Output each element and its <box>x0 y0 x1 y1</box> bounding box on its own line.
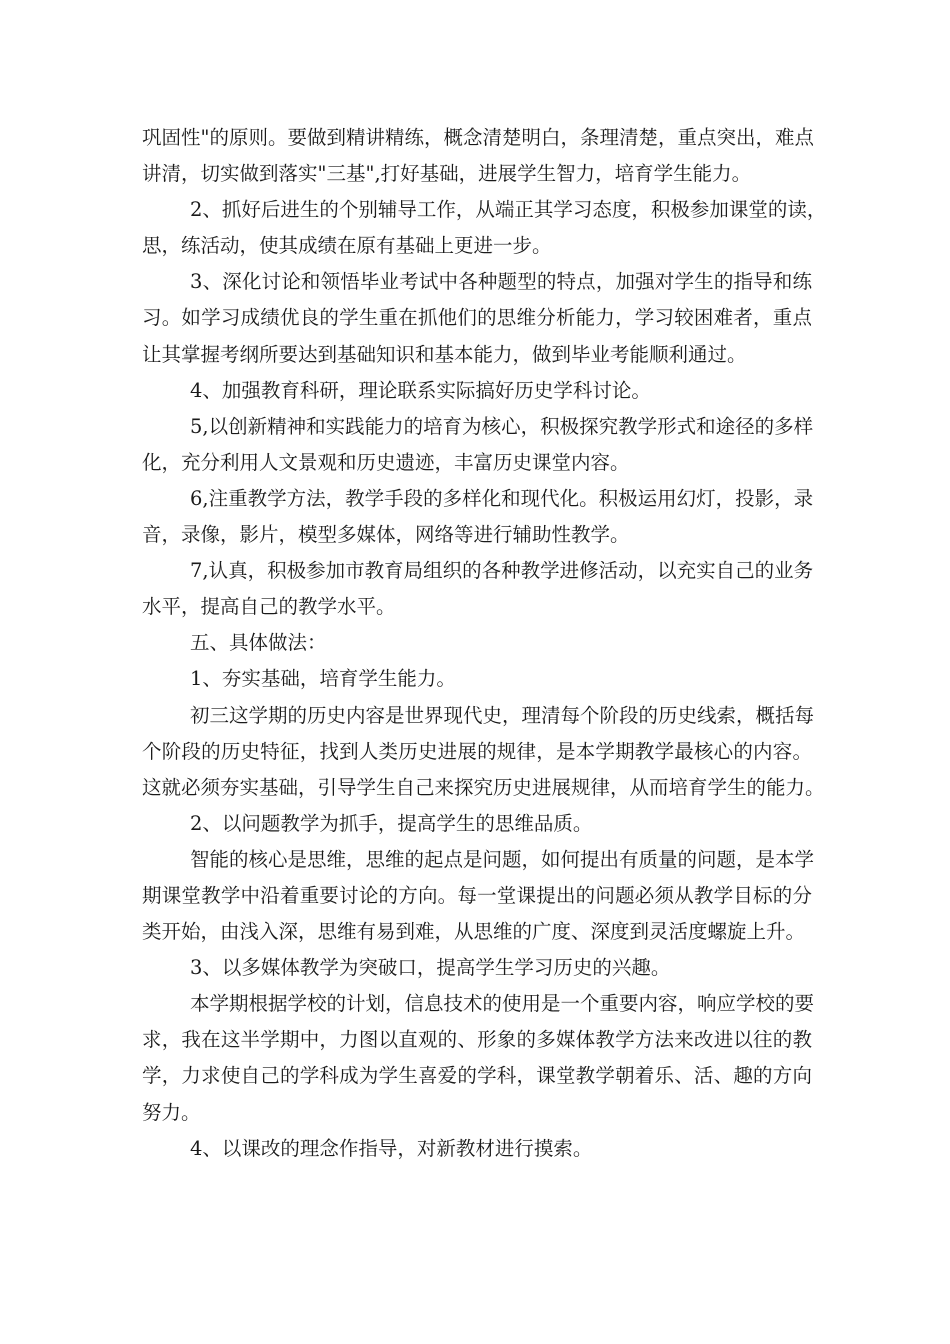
text-line: 2、抓好后进生的个别辅导工作，从端正其学习态度，积极参加课堂的读， <box>190 198 827 222</box>
text-line: 音，录像，影片，模型多媒体，网络等进行辅助性教学。 <box>142 523 630 547</box>
text-line: 4、以课改的理念作指导，对新教材进行摸索。 <box>190 1136 593 1160</box>
document-body <box>142 120 827 1167</box>
text-line: 本学期根据学校的计划，信息技术的使用是一个重要内容，响应学校的要 <box>190 992 815 1016</box>
text-line: 智能的核心是思维，思维的起点是问题，如何提出有质量的问题，是本学 <box>190 847 815 871</box>
text-line: 5,以创新精神和实践能力的培育为核心，积极探究教学形式和途径的多样 <box>190 414 814 438</box>
text-line: 让其掌握考纲所要达到基础知识和基本能力，做到毕业考能顺利通过。 <box>142 342 747 366</box>
text-line: 4、加强教育科研，理论联系实际搞好历史学科讨论。 <box>190 378 651 402</box>
text-line: 努力。 <box>142 1100 201 1124</box>
text-line: 个阶段的历史特征，找到人类历史进展的规律，是本学期教学最核心的内容。 <box>142 739 812 763</box>
text-line: 讲清，切实做到落实"三基",打好基础，进展学生智力，培育学生能力。 <box>142 162 752 186</box>
text-line: 6,注重教学方法，教学手段的多样化和现代化。积极运用幻灯，投影，录 <box>190 486 814 510</box>
text-line: 巩固性"的原则。要做到精讲精练，概念清楚明白，条理清楚，重点突出，难点 <box>142 126 814 149</box>
text-line: 1、夯实基础，培育学生能力。 <box>190 667 456 691</box>
text-line: 7,认真，积极参加市教育局组织的各种教学进修活动，以充实自己的业务 <box>190 559 814 583</box>
text-line: 期课堂教学中沿着重要讨论的方向。每一堂课提出的问题必须从教学目标的分 <box>142 883 812 907</box>
text-line: 化，充分利用人文景观和历史遗迹，丰富历史课堂内容。 <box>142 450 630 474</box>
text-line: 类开始，由浅入深，思维有易到难，从思维的广度、深度到灵活度螺旋上升。 <box>142 920 806 944</box>
text-line: 习。如学习成绩优良的学生重在抓他们的思维分析能力，学习较困难者，重点 <box>142 306 812 330</box>
text-line: 这就必须夯实基础，引导学生自己来探究历史进展规律，从而培育学生的能力。 <box>142 775 825 799</box>
text-line: 求，我在这半学期中，力图以直观的、形象的多媒体教学方法来改进以往的教 <box>142 1028 812 1052</box>
text-line: 3、以多媒体教学为突破口，提高学生学习历史的兴趣。 <box>190 956 671 980</box>
text-line: 五、具体做法： <box>190 631 327 655</box>
text-line: 学，力求使自己的学科成为学生喜爱的学科，课堂教学朝着乐、活、趣的方向 <box>142 1064 812 1088</box>
text-line: 初三这学期的历史内容是世界现代史，理清每个阶段的历史线索，概括每 <box>190 703 815 727</box>
text-line: 思，练活动，使其成绩在原有基础上更进一步。 <box>142 234 552 258</box>
text-line: 水平，提高自己的教学水平。 <box>142 595 396 619</box>
text-line: 3、深化讨论和领悟毕业考试中各种题型的特点，加强对学生的指导和练 <box>190 270 812 294</box>
text-line: 2、以问题教学为抓手，提高学生的思维品质。 <box>190 811 593 835</box>
